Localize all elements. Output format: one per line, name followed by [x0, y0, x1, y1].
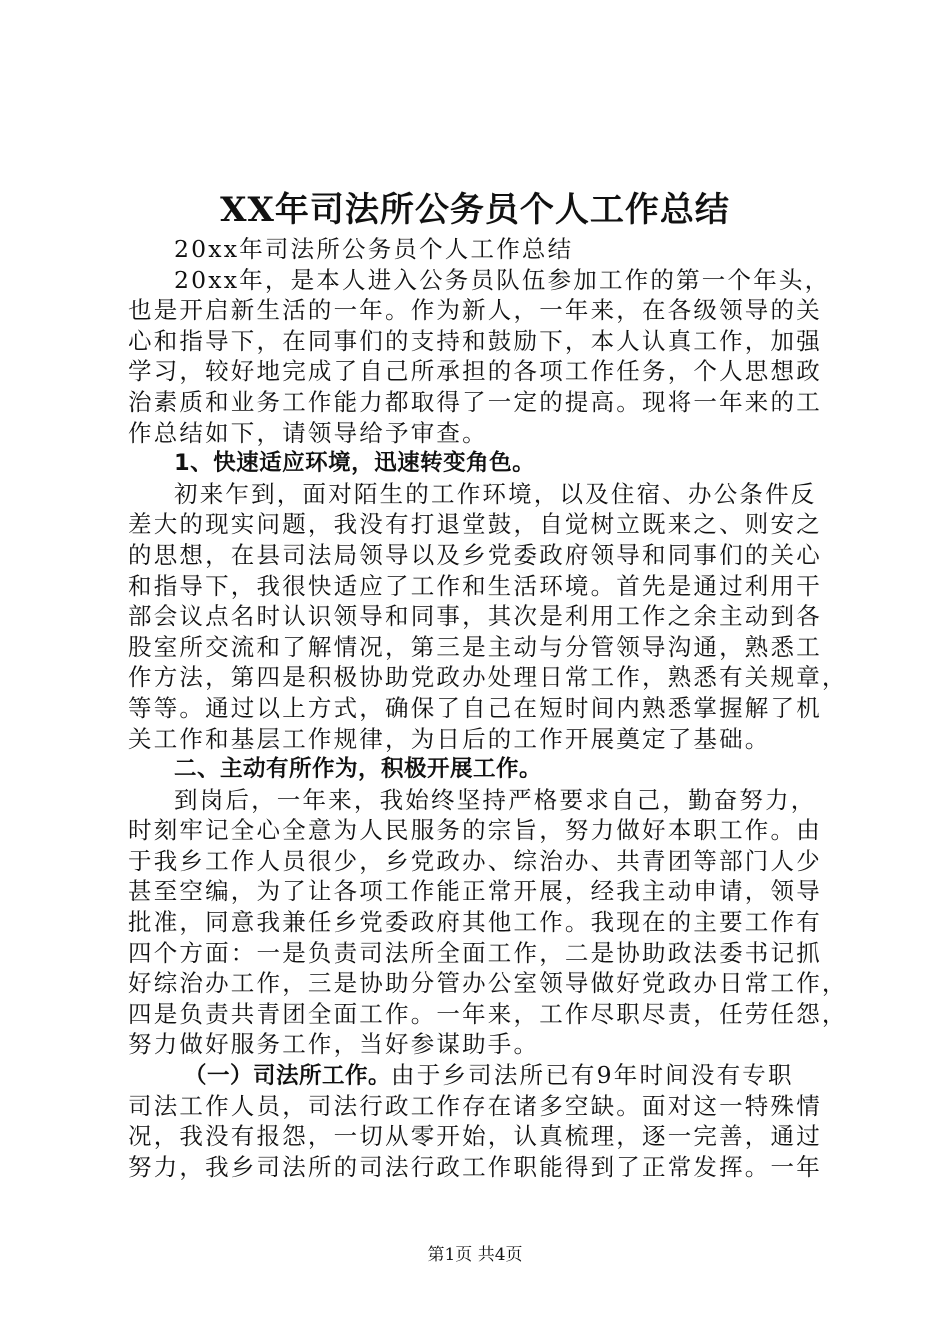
paragraph-line: 作方法，第四是积极协助党政办处理日常工作，熟悉有关规章，	[128, 663, 848, 692]
paragraph-line: 甚至空编，为了让各项工作能正常开展，经我主动申请，领导	[128, 877, 822, 906]
paragraph-line: 努力做好服务工作，当好参谋助手。	[128, 1030, 540, 1059]
paragraph-text: 由于乡司法所已有9年时间没有专职	[391, 1061, 794, 1090]
paragraph-line: 四个方面：一是负责司法所全面工作，二是协助政法委书记抓	[128, 938, 822, 967]
document-body	[128, 234, 848, 1182]
paragraph-line: 也是开启新生活的一年。作为新人，一年来，在各级领导的关	[128, 296, 822, 325]
paragraph-line	[128, 1060, 848, 1091]
paragraph-line: 等等。通过以上方式，确保了自己在短时间内熟悉掌握解了机	[128, 693, 822, 722]
paragraph-line: 关工作和基层工作规律，为日后的工作开展奠定了基础。	[128, 724, 771, 753]
paragraph-line: 好综治办工作，三是协助分管办公室领导做好党政办日常工作，	[128, 969, 848, 998]
document-title: XX年司法所公务员个人工作总结	[220, 190, 730, 230]
paragraph-line: 于我乡工作人员很少，乡党政办、综治办、共青团等部门人少	[128, 846, 822, 875]
paragraph-line: 作总结如下，请领导给予审查。	[128, 418, 488, 447]
paragraph-line: 四是负责共青团全面工作。一年来，工作尽职尽责，任劳任怨，	[128, 999, 848, 1028]
document-subtitle: 20xx年司法所公务员个人工作总结	[174, 235, 574, 263]
paragraph-line: 学习，较好地完成了自己所承担的各项工作任务，个人思想政	[128, 357, 822, 386]
paragraph-line: 差大的现实问题，我没有打退堂鼓，自觉树立既来之、则安之	[128, 510, 822, 539]
paragraph-line: 到岗后，一年来，我始终坚持严格要求自己，勤奋努力，	[174, 785, 817, 814]
section-heading: 二、主动有所作为，积极开展工作。	[174, 756, 543, 783]
paragraph-line: 司法工作人员，司法行政工作存在诸多空缺。面对这一特殊情	[128, 1091, 822, 1120]
paragraph-line: 况，我没有报怨，一切从零开始，认真梳理，逐一完善，通过	[128, 1122, 822, 1151]
paragraph-line: 20xx年，是本人进入公务员队伍参加工作的第一个年头，	[174, 265, 831, 294]
paragraph-line: 和指导下，我很快适应了工作和生活环境。首先是通过利用干	[128, 571, 822, 600]
paragraph-line: 批准，同意我兼任乡党委政府其他工作。我现在的主要工作有	[128, 908, 822, 937]
subsection-heading: （一）司法所工作。	[184, 1063, 392, 1090]
paragraph-line: 时刻牢记全心全意为人民服务的宗旨，努力做好本职工作。由	[128, 816, 822, 845]
paragraph-line: 努力，我乡司法所的司法行政工作职能得到了正常发挥。一年	[128, 1152, 822, 1181]
paragraph-line: 的思想，在县司法局领导以及乡党委政府领导和同事们的关心	[128, 540, 822, 569]
paragraph-line: 治素质和业务工作能力都取得了一定的提高。现将一年来的工	[128, 387, 822, 416]
paragraph-line: 心和指导下，在同事们的支持和鼓励下，本人认真工作，加强	[128, 326, 822, 355]
paragraph-line: 股室所交流和了解情况，第三是主动与分管领导沟通，熟悉工	[128, 632, 822, 661]
page-footer: 第1页 共4页	[427, 1245, 523, 1265]
paragraph-line: 初来乍到，面对陌生的工作环境，以及住宿、办公条件反	[174, 479, 817, 508]
section-heading: 1、快速适应环境，迅速转变角色。	[174, 450, 536, 477]
paragraph-line: 部会议点名时认识领导和同事，其次是利用工作之余主动到各	[128, 602, 822, 631]
